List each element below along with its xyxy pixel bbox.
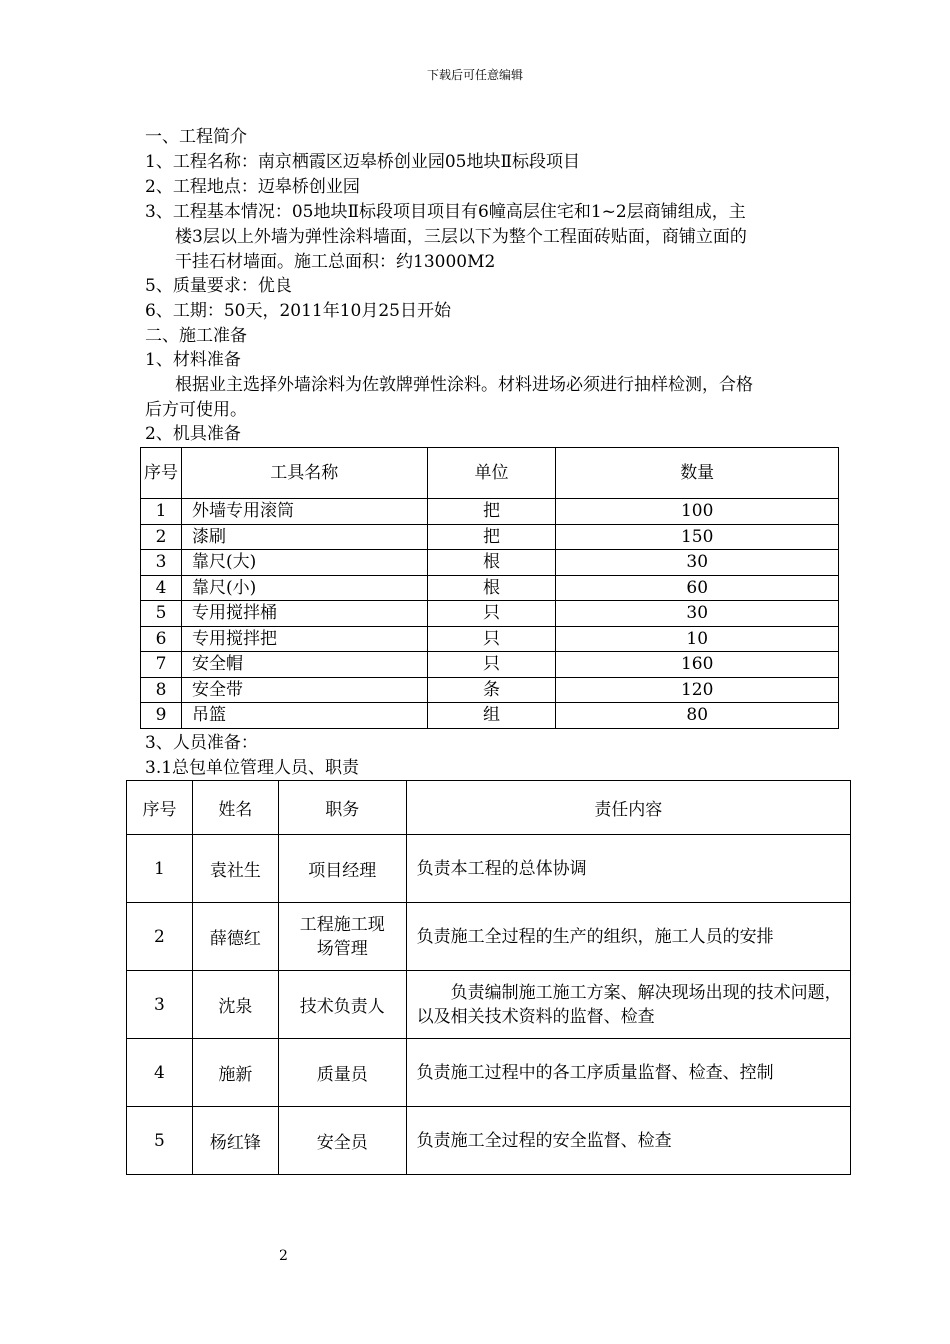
tool-quantity: 150 bbox=[556, 524, 839, 550]
tool-name: 靠尺(大) bbox=[181, 550, 427, 576]
staff-duty: 负责编制施工施工方案、解决现场出现的技术问题，以及相关技术资料的监督、检查 bbox=[406, 971, 850, 1039]
tool-name: 靠尺(小) bbox=[181, 575, 427, 601]
staff-index: 1 bbox=[127, 835, 193, 903]
tool-unit: 根 bbox=[427, 575, 556, 601]
table-row bbox=[141, 703, 839, 729]
tools-header-name: 工具名称 bbox=[181, 448, 427, 499]
staff-position: 技术负责人 bbox=[278, 971, 406, 1039]
tool-name: 专用搅拌把 bbox=[181, 626, 427, 652]
tool-unit: 条 bbox=[427, 677, 556, 703]
tool-index: 4 bbox=[141, 575, 182, 601]
staff-name: 施新 bbox=[192, 1039, 278, 1107]
tool-name: 漆刷 bbox=[181, 524, 427, 550]
tools-header-index: 序号 bbox=[141, 448, 182, 499]
table-row bbox=[127, 1039, 851, 1107]
construction-period: 6、工期：50天，2011年10月25日开始 bbox=[145, 301, 451, 321]
tool-unit: 只 bbox=[427, 652, 556, 678]
table-row bbox=[141, 601, 839, 627]
staff-position: 项目经理 bbox=[278, 835, 406, 903]
table-row bbox=[127, 903, 851, 971]
table-row bbox=[141, 575, 839, 601]
tool-name: 吊篮 bbox=[181, 703, 427, 729]
table-row bbox=[141, 652, 839, 678]
table-row bbox=[141, 524, 839, 550]
tool-quantity: 10 bbox=[556, 626, 839, 652]
staff-name: 沈泉 bbox=[192, 971, 278, 1039]
project-basic-line2: 楼3层以上外墙为弹性涂料墙面，三层以下为整个工程面砖贴面，商铺立面的 bbox=[175, 227, 747, 247]
table-row bbox=[141, 550, 839, 576]
tool-unit: 根 bbox=[427, 550, 556, 576]
staff-subtitle: 3.1总包单位管理人员、职责 bbox=[145, 758, 360, 778]
staff-header-row bbox=[127, 781, 851, 835]
staff-duty: 负责施工全过程的安全监督、检查 bbox=[406, 1107, 850, 1175]
tool-quantity: 30 bbox=[556, 550, 839, 576]
table-row bbox=[127, 835, 851, 903]
staff-header-position: 职务 bbox=[278, 781, 406, 835]
table-row bbox=[127, 971, 851, 1039]
staff-duty: 负责本工程的总体协调 bbox=[406, 835, 850, 903]
staff-duty: 负责施工过程中的各工序质量监督、检查、控制 bbox=[406, 1039, 850, 1107]
staff-position: 工程施工现场管理 bbox=[278, 903, 406, 971]
staff-header-index: 序号 bbox=[127, 781, 193, 835]
tool-quantity: 160 bbox=[556, 652, 839, 678]
tool-name: 专用搅拌桶 bbox=[181, 601, 427, 627]
tool-index: 2 bbox=[141, 524, 182, 550]
table-row bbox=[127, 1107, 851, 1175]
tools-title: 2、机具准备 bbox=[145, 424, 241, 444]
tool-name: 外墙专用滚筒 bbox=[181, 499, 427, 525]
quality-requirement: 5、质量要求：优良 bbox=[145, 276, 292, 296]
material-text-line2: 后方可使用。 bbox=[145, 400, 247, 420]
page-number: 2 bbox=[279, 1248, 288, 1264]
tool-unit: 把 bbox=[427, 499, 556, 525]
staff-header-duty: 责任内容 bbox=[406, 781, 850, 835]
material-title: 1、材料准备 bbox=[145, 350, 241, 370]
tool-index: 6 bbox=[141, 626, 182, 652]
material-text-line1: 根据业主选择外墙涂料为佐敦牌弹性涂料。材料进场必须进行抽样检测，合格 bbox=[175, 375, 753, 395]
tool-quantity: 30 bbox=[556, 601, 839, 627]
section-title-overview: 一、工程简介 bbox=[145, 127, 247, 147]
tools-header-quantity: 数量 bbox=[556, 448, 839, 499]
staff-index: 3 bbox=[127, 971, 193, 1039]
tool-unit: 把 bbox=[427, 524, 556, 550]
staff-name: 杨红锋 bbox=[192, 1107, 278, 1175]
staff-index: 2 bbox=[127, 903, 193, 971]
staff-duty: 负责施工全过程的生产的组织，施工人员的安排 bbox=[406, 903, 850, 971]
tools-header-row bbox=[141, 448, 839, 499]
project-basic-line1: 3、工程基本情况：05地块Ⅱ标段项目项目有6幢高层住宅和1~2层商铺组成，主 bbox=[145, 202, 746, 222]
staff-index: 4 bbox=[127, 1039, 193, 1107]
tool-name: 安全帽 bbox=[181, 652, 427, 678]
tool-index: 1 bbox=[141, 499, 182, 525]
tool-index: 3 bbox=[141, 550, 182, 576]
tool-quantity: 80 bbox=[556, 703, 839, 729]
staff-name: 袁社生 bbox=[192, 835, 278, 903]
tool-name: 安全带 bbox=[181, 677, 427, 703]
staff-position: 安全员 bbox=[278, 1107, 406, 1175]
staff-name: 薛德红 bbox=[192, 903, 278, 971]
staff-title: 3、人员准备： bbox=[145, 733, 258, 753]
tool-index: 5 bbox=[141, 601, 182, 627]
tool-quantity: 60 bbox=[556, 575, 839, 601]
page-header: 下载后可任意编辑 bbox=[426, 68, 523, 82]
tool-unit: 只 bbox=[427, 626, 556, 652]
table-row bbox=[141, 626, 839, 652]
tool-index: 9 bbox=[141, 703, 182, 729]
section-title-preparation: 二、施工准备 bbox=[145, 326, 247, 346]
tools-table bbox=[140, 447, 839, 729]
staff-position: 质量员 bbox=[278, 1039, 406, 1107]
tool-quantity: 100 bbox=[556, 499, 839, 525]
project-basic-line3: 干挂石材墙面。施工总面积：约13000M2 bbox=[175, 252, 496, 272]
tools-header-unit: 单位 bbox=[427, 448, 556, 499]
staff-index: 5 bbox=[127, 1107, 193, 1175]
staff-table bbox=[126, 780, 851, 1175]
tool-quantity: 120 bbox=[556, 677, 839, 703]
project-name: 1、工程名称：南京栖霞区迈皋桥创业园05地块Ⅱ标段项目 bbox=[145, 152, 581, 172]
table-row bbox=[141, 677, 839, 703]
tool-unit: 组 bbox=[427, 703, 556, 729]
tool-index: 7 bbox=[141, 652, 182, 678]
project-location: 2、工程地点：迈皋桥创业园 bbox=[145, 177, 360, 197]
table-row bbox=[141, 499, 839, 525]
staff-header-name: 姓名 bbox=[192, 781, 278, 835]
tool-unit: 只 bbox=[427, 601, 556, 627]
tool-index: 8 bbox=[141, 677, 182, 703]
